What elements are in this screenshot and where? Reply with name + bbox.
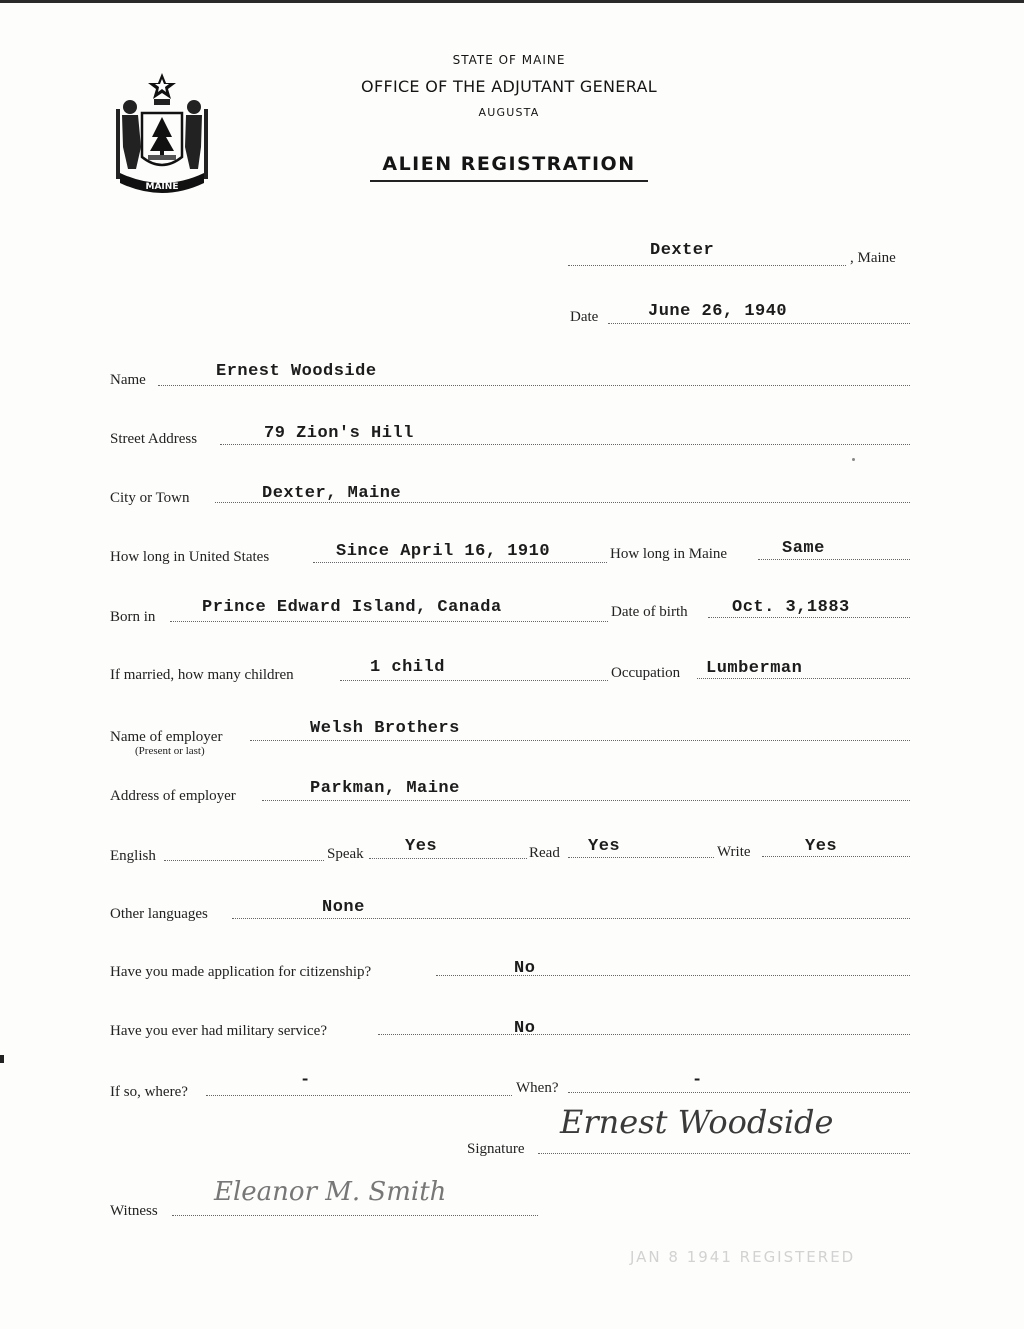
employer-line bbox=[250, 740, 910, 741]
occupation-line bbox=[697, 678, 910, 679]
employer-sublabel: (Present or last) bbox=[135, 745, 205, 757]
children-value[interactable]: 1 child bbox=[370, 658, 445, 677]
how-long-maine-label: How long in Maine bbox=[610, 546, 728, 562]
title-underline bbox=[370, 180, 648, 182]
paper-speck bbox=[852, 458, 855, 461]
form-title: ALIEN REGISTRATION bbox=[382, 153, 636, 175]
state-heading: STATE OF MAINE bbox=[452, 53, 566, 67]
place-line bbox=[568, 265, 846, 266]
street-line bbox=[220, 444, 910, 445]
signature-line bbox=[538, 1153, 910, 1154]
city-value[interactable]: Dexter, Maine bbox=[262, 484, 402, 503]
name-label: Name bbox=[110, 372, 146, 388]
how-long-us-line bbox=[313, 562, 607, 563]
street-label: Street Address bbox=[110, 431, 198, 447]
english-label: English bbox=[110, 848, 156, 864]
children-label: If married, how many children bbox=[110, 667, 294, 683]
write-value[interactable]: Yes bbox=[805, 837, 838, 856]
occupation-value[interactable]: Lumberman bbox=[706, 659, 803, 678]
date-value[interactable]: June 26, 1940 bbox=[648, 302, 788, 321]
employer-address-label: Address of employer bbox=[110, 788, 236, 804]
military-line bbox=[378, 1034, 910, 1035]
employer-label: Name of employer bbox=[110, 729, 223, 745]
when-value[interactable]: - bbox=[692, 1071, 703, 1090]
write-label: Write bbox=[717, 844, 751, 860]
how-long-us-value[interactable]: Since April 16, 1910 bbox=[336, 542, 551, 561]
occupation-label: Occupation bbox=[611, 665, 681, 681]
born-in-line bbox=[170, 621, 608, 622]
born-in-value[interactable]: Prince Edward Island, Canada bbox=[202, 598, 502, 617]
place-value[interactable]: Dexter bbox=[650, 241, 715, 260]
how-long-us-label: How long in United States bbox=[110, 549, 270, 565]
english-line bbox=[164, 860, 324, 861]
witness-value[interactable]: Eleanor M. Smith bbox=[214, 1177, 447, 1207]
signature-label: Signature bbox=[467, 1141, 525, 1157]
received-stamp: JAN 8 1941 REGISTERED bbox=[630, 1248, 856, 1266]
where-value[interactable]: - bbox=[300, 1071, 311, 1090]
where-label: If so, where? bbox=[110, 1084, 188, 1100]
city-label: City or Town bbox=[110, 490, 190, 506]
children-line bbox=[340, 680, 608, 681]
street-value[interactable]: 79 Zion's Hill bbox=[264, 424, 414, 443]
citizenship-label: Have you made application for citizenship? bbox=[110, 964, 372, 980]
other-languages-label: Other languages bbox=[110, 906, 208, 922]
employer-address-value[interactable]: Parkman, Maine bbox=[310, 779, 460, 798]
born-in-label: Born in bbox=[110, 609, 156, 625]
date-of-birth-line bbox=[708, 617, 910, 618]
employer-address-line bbox=[262, 800, 910, 801]
witness-line bbox=[172, 1215, 538, 1216]
read-label: Read bbox=[529, 845, 560, 861]
city-heading: AUGUSTA bbox=[478, 106, 540, 119]
seal-text: MAINE bbox=[145, 182, 179, 192]
speak-line bbox=[369, 858, 527, 859]
how-long-maine-value[interactable]: Same bbox=[782, 539, 825, 558]
date-of-birth-label: Date of birth bbox=[611, 604, 688, 620]
speak-label: Speak bbox=[327, 846, 364, 862]
read-line bbox=[568, 857, 714, 858]
date-label: Date bbox=[570, 309, 599, 325]
other-languages-value[interactable]: None bbox=[322, 898, 365, 917]
date-of-birth-value[interactable]: Oct. 3,1883 bbox=[732, 598, 850, 617]
write-line bbox=[762, 856, 910, 857]
other-languages-line bbox=[232, 918, 910, 919]
date-line bbox=[608, 323, 910, 324]
office-heading: OFFICE OF THE ADJUTANT GENERAL bbox=[361, 77, 657, 96]
name-value[interactable]: Ernest Woodside bbox=[216, 362, 377, 381]
how-long-maine-line bbox=[758, 559, 910, 560]
signature-value[interactable]: Ernest Woodside bbox=[560, 1103, 834, 1141]
military-value[interactable]: No bbox=[514, 1019, 536, 1038]
name-line bbox=[158, 385, 910, 386]
witness-label: Witness bbox=[110, 1203, 158, 1219]
citizenship-line bbox=[436, 975, 910, 976]
place-suffix: , Maine bbox=[850, 250, 896, 266]
employer-value[interactable]: Welsh Brothers bbox=[310, 719, 460, 738]
speak-value[interactable]: Yes bbox=[405, 837, 438, 856]
military-label: Have you ever had military service? bbox=[110, 1023, 327, 1039]
when-label: When? bbox=[516, 1080, 559, 1096]
read-value[interactable]: Yes bbox=[588, 837, 621, 856]
when-line bbox=[568, 1092, 910, 1093]
where-line bbox=[206, 1095, 512, 1096]
paper-edge-mark bbox=[0, 1055, 4, 1063]
citizenship-value[interactable]: No bbox=[514, 959, 536, 978]
